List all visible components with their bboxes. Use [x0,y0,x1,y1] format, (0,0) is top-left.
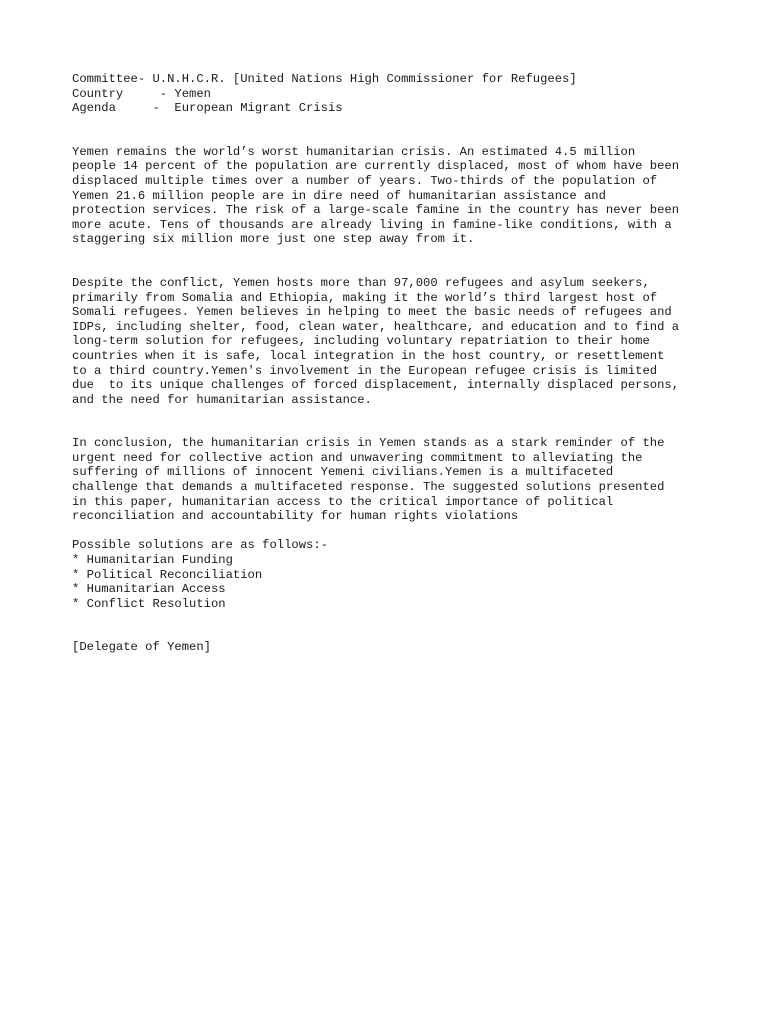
paragraph-line: primarily from Somalia and Ethiopia, making it the world’s third largest host of [72,290,658,305]
paragraph-line: reconciliation and accountability for human rights violations [72,509,519,524]
list-item: * Conflict Resolution [72,596,226,611]
paragraph-line: and the need for humanitarian assistance. [72,392,372,407]
paragraph-line: Yemen remains the world’s worst humanitarian crisis. An estimated 4.5 million [72,144,636,159]
list-item: * Humanitarian Access [72,582,226,597]
paragraph-line: due to its unique challenges of forced displacement, internally displaced persons, [72,378,680,393]
paragraph-line: in this paper, humanitarian access to the critical importance of political [72,494,614,509]
paragraph-line: IDPs, including shelter, food, clean water, healthcare, and education and to find a [72,319,680,334]
paragraph-line: people 14 percent of the population are currently displaced, most of whom have been [72,159,680,174]
paragraph-line: countries when it is safe, local integration in the host country, or resettlement [72,348,665,363]
paragraph-line: In conclusion, the humanitarian crisis in Yemen stands as a stark reminder of the [72,436,665,451]
agenda-line: Agenda - European Migrant Crisis [72,101,343,116]
list-item: * Humanitarian Funding [72,553,233,568]
paragraph-line: more acute. Tens of thousands are already living in famine-like conditions, with a [72,217,672,232]
paragraph-line: long-term solution for refugees, including voluntary repatriation to their home [72,334,650,349]
paragraph-line: protection services. The risk of a large-scale famine in the country has never been [72,203,680,218]
list-item: * Political Reconciliation [72,567,263,582]
paragraph-line: displaced multiple times over a number of years. Two-thirds of the population of [72,173,658,188]
paragraph-line: to a third country.Yemen's involvement in the European refugee crisis is limited [72,363,658,378]
committee-line: Committee- U.N.H.C.R. [United Nations High Commissioner for Refugees] [72,72,577,86]
solutions-list [72,538,712,611]
paragraph-line: staggering six million more just one step away from it. [72,232,475,247]
paragraph-line: Despite the conflict, Yemen hosts more than 97,000 refugees and asylum seekers, [72,275,650,290]
header-block [72,72,712,116]
paragraph-2 [72,276,712,407]
paragraph-line: suffering of millions of innocent Yemeni civilians.Yemen is a multifaceted [72,465,614,480]
paragraph-line: Somali refugees. Yemen believes in helping to meet the basic needs of refugees and [72,305,672,320]
paragraph-line: Yemen 21.6 million people are in dire need of humanitarian assistance and [72,188,606,203]
signature: [Delegate of Yemen] [72,640,211,655]
paragraph-3 [72,436,712,524]
paragraph-line: challenge that demands a multifaceted response. The suggested solutions presented [72,480,665,495]
paragraph-line: urgent need for collective action and unwavering commitment to alleviating the [72,450,643,465]
paragraph-1 [72,145,712,247]
document-page [72,72,712,655]
solutions-heading: Possible solutions are as follows:- [72,538,328,553]
country-line: Country - Yemen [72,86,211,101]
